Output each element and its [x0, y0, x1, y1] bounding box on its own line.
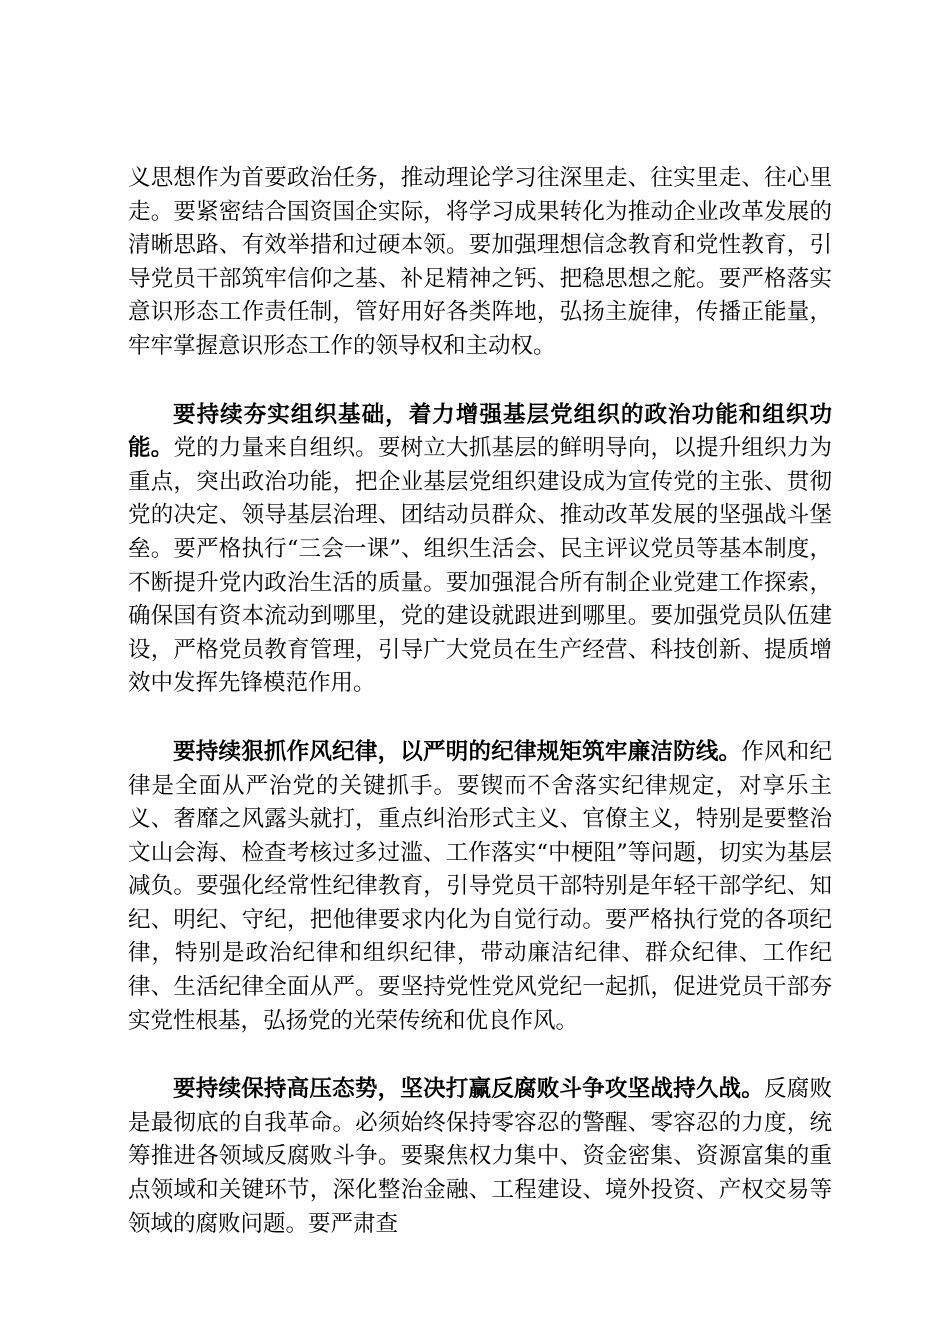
paragraph-organization [128, 399, 832, 701]
paragraph-anti-corruption [128, 1073, 832, 1241]
paragraph-body: 党的力量来自组织。要树立大抓基层的鲜明导向，以提升组织力为重点，突出政治功能，把企业基层党组织建设成为宣传党的主张、贯彻党的决定、领导基层治理、团结动员群众、推动改革发展的坚强战斗堡垒。要严格执行“三会一课”、组织生活会、民主评议党员等基本制度，不断提升党内政治生活的质量。要加强混合所有制企业党建工作探索，确保国有资本流动到哪里，党的建设就跟进到哪里。要加强党员队伍建设，严格党员教育管理，引导广大党员在生产经营、科技创新、提质增效中发挥先锋模范作用。 [128, 435, 832, 697]
paragraph-heading: 要持续狠抓作风纪律，以严明的纪律规矩筑牢廉洁防线。 [173, 738, 742, 765]
paragraph-discipline [128, 736, 832, 1038]
paragraph-ideology [128, 162, 832, 364]
paragraph-body: 作风和纪律是全面从严治党的关键抓手。要锲而不舍落实纪律规定，对享乐主义、奢靡之风露头就打，重点纠治形式主义、官僚主义，特别是要整治文山会海、检查考核过多过滥、工作落实“中梗阻”等问题，切实为基层减负。要强化经常性纪律教育，引导党员干部特别是年轻干部学纪、知纪、明纪、守纪，把他律要求内化为自觉行动。要严格执行党的各项纪律，特别是政治纪律和组织纪律，带动廉洁纪律、群众纪律、工作纪律、生活纪律全面从严。要坚持党性党风党纪一起抓，促进党员干部夯实党性根基，弘扬党的光荣传统和优良作风。 [128, 738, 832, 1034]
paragraph-body: 义思想作为首要政治任务，推动理论学习往深里走、往实里走、往心里走。要紧密结合国资国企实际，将学习成果转化为推动企业改革发展的清晰思路、有效举措和过硬本领。要加强理想信念教育和党性教育，引导党员干部筑牢信仰之基、补足精神之钙、把稳思想之舵。要严格落实意识形态工作责任制，管好用好各类阵地，弘扬主旋律，传播正能量，牢牢掌握意识形态工作的领导权和主动权。 [128, 165, 832, 359]
paragraph-heading: 要持续保持高压态势，坚决打赢反腐败斗争攻坚战持久战。 [173, 1076, 765, 1103]
paragraph-heading: 要持续夯实组织基础，着力增强基层党组织的政治功能和组织功能。 [128, 401, 832, 462]
paragraph-body: 反腐败是最彻底的自我革命。必须始终保持零容忍的警醒、零容忍的力度，统筹推进各领域反腐败斗争。要聚焦权力集中、资金密集、资源富集的重点领域和关键环节，深化整治金融、工程建设、境外投资、产权交易等领域的腐败问题。要严肃查 [128, 1076, 832, 1237]
document-page [128, 162, 832, 1276]
